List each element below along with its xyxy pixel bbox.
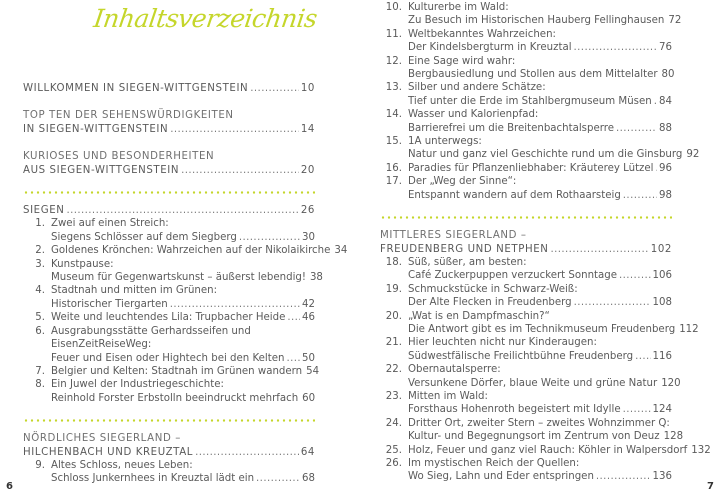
leader-dots	[550, 243, 648, 256]
leader-dots	[623, 189, 657, 202]
page-ref: 34	[334, 245, 348, 257]
page-number-left: 6	[6, 481, 13, 492]
leader-dots	[286, 352, 300, 365]
toc-entry[interactable]: 18. Süß, süßer, am besten: Café Zuckerpuppen verzuckert Sonntage ..... 106	[380, 256, 672, 283]
page-ref: 54	[306, 365, 320, 377]
toc-entry[interactable]: 26. Im mystischen Reich der Quellen: Wo Sieg, Lahn und Eder entspringen ..... 136	[380, 457, 672, 484]
leader-dots	[635, 350, 650, 363]
leader-dots	[654, 95, 657, 108]
toc-section[interactable]: NÖRDLICHES SIEGERLAND – HILCHENBACH UND KREUZTAL ..... 64	[23, 432, 315, 459]
leader-dots	[256, 472, 300, 485]
toc-right-column	[380, 1, 711, 484]
toc-entry[interactable]: 24. Dritter Ort, zweiter Stern – zweites Wohnzimmer Q: Kultur- und Begegnungsort im Zentrum von Deuz 128	[385, 417, 684, 443]
toc-entry[interactable]: 25. Holz, Feuer und ganz viel Rauch: Köhler in Walpersdorf 132	[385, 444, 711, 456]
page-number-right: 7	[707, 481, 714, 492]
leader-dots	[250, 82, 299, 95]
leader-dots	[574, 296, 651, 309]
page-ref: 30	[302, 231, 315, 243]
page-ref: 14	[300, 123, 315, 135]
page-ref: 50	[302, 352, 315, 364]
page-ref: 120	[661, 377, 681, 389]
page-ref: 68	[302, 473, 315, 485]
right-page	[360, 0, 720, 495]
leader-dots	[239, 231, 300, 244]
page-ref: 26	[300, 205, 315, 217]
toc-entry[interactable]: 21. Hier leuchten nicht nur Kinderaugen: Südwestfälische Freilichtbühne Freudenberg ..... 116	[380, 336, 672, 363]
toc-entry[interactable]: 7. Belgier und Kelten: Stadtnah im Grünen wandern 54	[35, 365, 320, 377]
page-ref: 116	[652, 350, 672, 362]
leader-dots	[619, 269, 651, 282]
dotted-separator	[23, 191, 315, 194]
toc-entry[interactable]: 20. „Wat is en Dampfmaschin?“ Die Antwort gibt es im Technikmuseum Freudenberg 112	[385, 310, 699, 335]
toc-section[interactable]: TOP TEN DER SEHENSWÜRDIGKEITEN IN SIEGEN-WITTGENSTEIN ..... 14	[23, 109, 315, 136]
page-ref: 88	[659, 122, 672, 134]
toc-entry[interactable]: 2. Goldenes Krönchen: Wahrzeichen auf der Nikolaikirche 34	[35, 245, 348, 257]
page-ref: 64	[300, 446, 315, 458]
toc-section[interactable]: KURIOSES UND BESONDERHEITEN AUS SIEGEN-WITTGENSTEIN ..... 20	[23, 150, 315, 177]
leader-dots	[574, 41, 658, 54]
page-ref: 60	[302, 392, 316, 404]
toc-entry[interactable]: 13. Silber und andere Schätze: Tief unter die Erde im Stahlbergmuseum Müsen ..... 84	[380, 81, 672, 108]
page-ref: 98	[659, 189, 672, 201]
page-ref: 38	[309, 272, 323, 284]
leader-dots	[623, 403, 651, 416]
toc-entry[interactable]: 22. Obernautalsperre: Versunkene Dörfer, blaue Weite und grüne Natur 120	[385, 364, 681, 389]
leader-dots	[616, 122, 657, 135]
leader-dots	[170, 123, 299, 136]
leader-dots	[596, 470, 651, 483]
page-ref: 124	[652, 404, 672, 416]
toc-entry[interactable]: 3. Kunstpause: Museum für Gegenwartskunst – äußerst lebendig! 38	[35, 258, 323, 284]
leader-dots	[170, 298, 300, 311]
toc-entry[interactable]: 10. Kulturerbe im Wald: Zu Besuch im Historischen Hauberg Fellinghausen 72	[385, 2, 682, 27]
page-ref: 84	[659, 95, 672, 107]
leader-dots	[195, 446, 299, 459]
toc-entry[interactable]: 4. Stadtnah und mitten im Grünen: Historischer Tiergarten ..... 42	[23, 284, 315, 311]
toc-entry[interactable]: 1. Zwei auf einen Streich: Siegens Schlösser auf dem Siegberg ..... 30	[23, 217, 315, 244]
toc-entry[interactable]: 6. Ausgrabungsstätte Gerhardsseifen und EisenZeitReiseWeg: Feuer und Eisen oder Hightech bei den Kelten ..... 50	[23, 325, 315, 365]
page-ref: 96	[659, 162, 672, 174]
dotted-separator	[23, 419, 315, 422]
toc-entry[interactable]: 9. Altes Schloss, neues Leben: Schloss Junkernhees in Kreuztal lädt ein ..... 68	[23, 459, 315, 486]
page-ref: 112	[679, 323, 699, 335]
leader-dots	[656, 162, 658, 175]
page-ref: 20	[300, 164, 315, 176]
toc-entry[interactable]: 5. Weite und leuchtendes Lila: Trupbacher Heide ..... 46	[23, 311, 315, 324]
toc-entry[interactable]: 15. 1A unterwegs: Natur und ganz viel Geschichte rund um die Ginsburg 92	[385, 136, 700, 161]
toc-section[interactable]: MITTLERES SIEGERLAND – FREUDENBERG UND NETPHEN ..... 102	[380, 229, 672, 256]
page-ref: 102	[650, 243, 672, 255]
toc-entry[interactable]: 12. Eine Sage wird wahr: Bergbausiedlung und Stollen aus dem Mittelalter 80	[385, 55, 675, 81]
toc-entry[interactable]: 19. Schmuckstücke in Schwarz-Weiß: Der Alte Flecken in Freudenberg ..... 108	[380, 283, 672, 310]
page-ref: 132	[691, 444, 711, 456]
page-ref: 42	[302, 298, 315, 310]
page-ref: 10	[300, 83, 315, 94]
page-ref: 108	[652, 297, 672, 309]
leader-dots	[181, 164, 299, 177]
toc-entry[interactable]: 16. Paradies für Pflanzenliebhaber: Kräuterey Lützel ..... 96	[380, 162, 672, 175]
toc-left-column	[23, 82, 348, 486]
page-ref: 46	[302, 312, 315, 324]
page-ref: 80	[661, 69, 675, 81]
toc-entry[interactable]: 8. Ein Juwel der Industriegeschichte: Reinhold Forster Erbstolln beeindruckt mehrfach 60	[35, 379, 316, 404]
page-ref: 136	[652, 471, 672, 483]
page-ref: 128	[663, 431, 684, 443]
page-ref: 76	[659, 42, 672, 54]
leader-dots	[287, 311, 300, 324]
page-ref: 106	[652, 270, 672, 282]
toc-title: Inhaltsverzeichnis	[91, 4, 319, 33]
page-ref: 92	[686, 149, 700, 161]
toc-section[interactable]: SIEGEN ..... 26	[23, 204, 315, 217]
toc-entry[interactable]: 23. Mitten im Wald: Forsthaus Hohenroth begeistert mit Idylle ..... 124	[380, 390, 672, 417]
toc-section[interactable]: WILLKOMMEN IN SIEGEN-WITTGENSTEIN ..... 10	[23, 82, 315, 95]
toc-entry[interactable]: 17. Der „Weg der Sinne“: Entspannt wandern auf dem Rothaarsteig ..... 98	[380, 175, 672, 202]
leader-dots	[66, 204, 298, 217]
toc-entry[interactable]: 11. Weltbekanntes Wahrzeichen: Der Kindelsbergturm in Kreuztal ..... 76	[380, 28, 672, 55]
dotted-separator	[380, 216, 672, 219]
toc-entry[interactable]: 14. Wasser und Kalorienpfad: Barrierefrei um die Breitenbachtalsperre ..... 88	[380, 108, 672, 135]
page-ref: 72	[668, 15, 682, 27]
